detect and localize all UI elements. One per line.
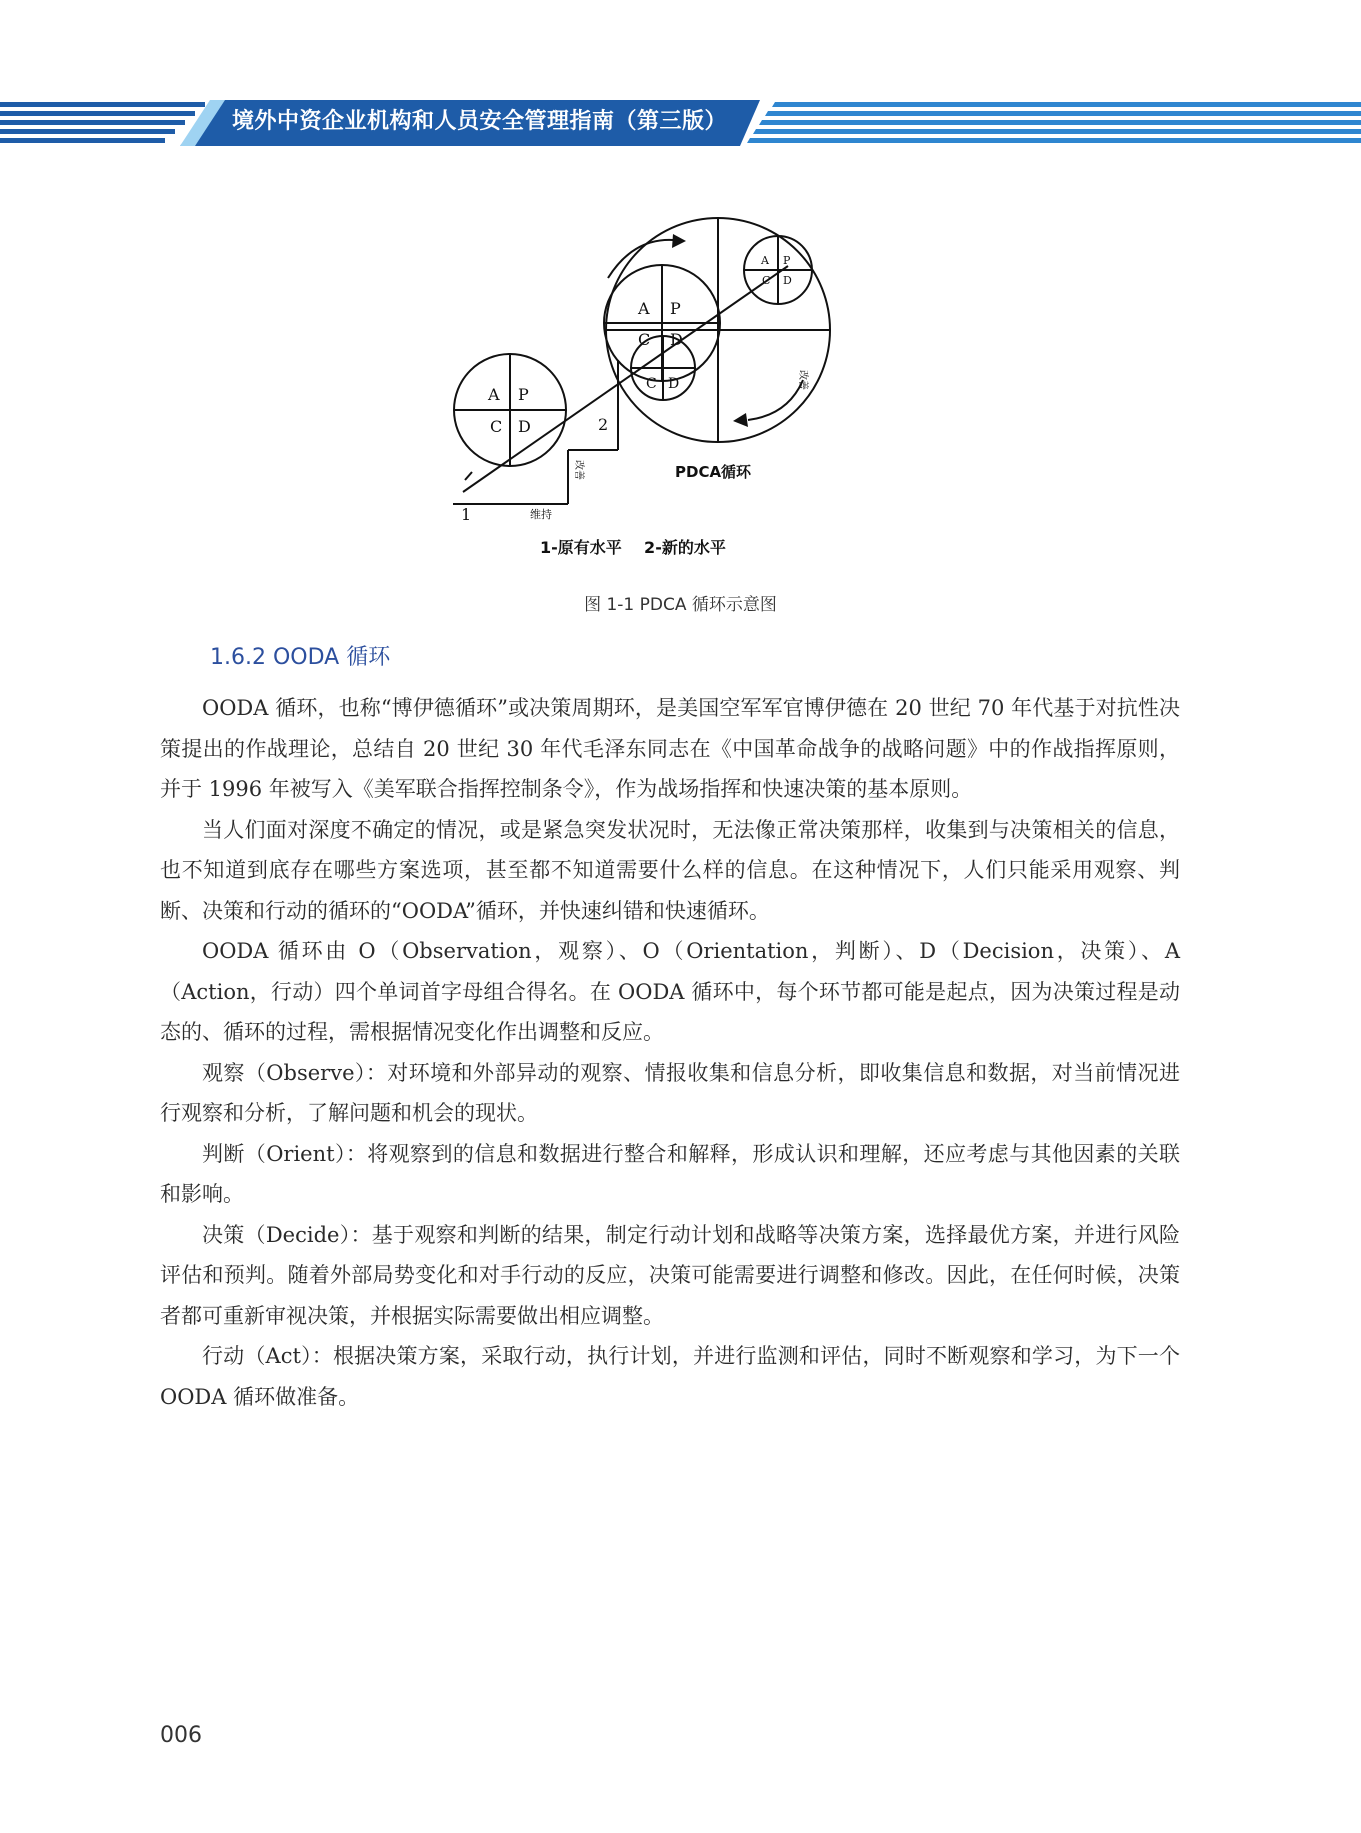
paragraph-3: OODA 循环由 O（Observation，观察）、O（Orientation，判断）、D（Decision，决策）、A（Action，行动）四个单词首字母组合得名。在 OODA 循环中，每个环节都可能是起点，因为决策过程是动态的、循环的过程，需根据情况变化作出调整和反应。	[160, 939, 1181, 1044]
paragraph-decide: 决策（Decide）：基于观察和判断的结果，制定行动计划和战略等决策方案，选择最优方案，并进行风险评估和预判。随着外部局势变化和对手行动的反应，决策可能需要进行调整和修改。因此，在任何时候，决策者都可重新审视决策，并根据实际需要做出相应调整。	[160, 1222, 1180, 1328]
paragraph-1: OODA 循环，也称“博伊德循环”或决策周期环，是美国空军军官博伊德在 20 世纪 70 年代基于对抗性决策提出的作战理论，总结自 20 世纪 30 年代毛泽东同志在《中国革命战争的战略问题》中的作战指挥原则，并于 1996 年被写入《美军联合指挥控制条令》，作为战场指挥和快速决策的基本原则。	[160, 696, 1180, 801]
maintain-label: 维持	[530, 508, 552, 521]
improve-right-label: 改善	[797, 370, 808, 390]
left-p-label: P	[518, 385, 529, 404]
body-text	[160, 688, 1180, 1417]
small-d-label: D	[783, 274, 792, 287]
left-d-label: D	[518, 417, 531, 436]
big-a-label: A	[638, 299, 650, 318]
page-number: 006	[160, 1723, 202, 1748]
big-p-label: P	[670, 299, 681, 318]
section-heading: 1.6.2 OODA 循环	[210, 645, 391, 670]
paragraph-orient: 判断（Orient）：将观察到的信息和数据进行整合和解释，形成认识和理解，还应考虑与其他因素的关联和影响。	[160, 1141, 1180, 1206]
pdca-diagram	[448, 220, 868, 560]
level-1-label: 1	[461, 505, 472, 524]
figure-legend: 1-原有水平 2-新的水平	[540, 538, 726, 557]
big-d-label: D	[670, 330, 683, 349]
figure-caption: 图 1-1 PDCA 循环示意图	[584, 595, 777, 615]
big-c-label: C	[638, 330, 651, 349]
small-p-label: P	[783, 254, 791, 267]
improve-step-label: 改善	[573, 460, 584, 480]
lower-d-label: D	[668, 376, 680, 392]
paragraph-act: 行动（Act）：根据决策方案，采取行动，执行计划，并进行监测和评估，同时不断观察和学习，为下一个 OODA 循环做准备。	[160, 1344, 1180, 1409]
small-a-label: A	[761, 254, 769, 267]
pdca-figure	[448, 220, 868, 560]
header-title: 境外中资企业机构和人员安全管理指南（第三版）	[232, 109, 728, 134]
left-a-label: A	[488, 385, 500, 404]
paragraph-observe: 观察（Observe）：对环境和外部异动的观察、情报收集和信息分析，即收集信息和数据，对当前情况进行观察和分析，了解问题和机会的现状。	[160, 1060, 1180, 1125]
paragraph-2: 当人们面对深度不确定的情况，或是紧急突发状况时，无法像正常决策那样，收集到与决策相关的信息，也不知道到底存在哪些方案选项，甚至都不知道需要什么样的信息。在这种情况下，人们只能采用观察、判断、决策和行动的循环的“OODA”循环，并快速纠错和快速循环。	[160, 817, 1180, 923]
lower-c-label: C	[646, 376, 657, 392]
header-banner	[0, 98, 1361, 148]
pdca-label: PDCA循环	[675, 463, 752, 481]
small-c-label: C	[762, 274, 771, 287]
level-2-label: 2	[598, 415, 609, 434]
left-c-label: C	[490, 417, 503, 436]
